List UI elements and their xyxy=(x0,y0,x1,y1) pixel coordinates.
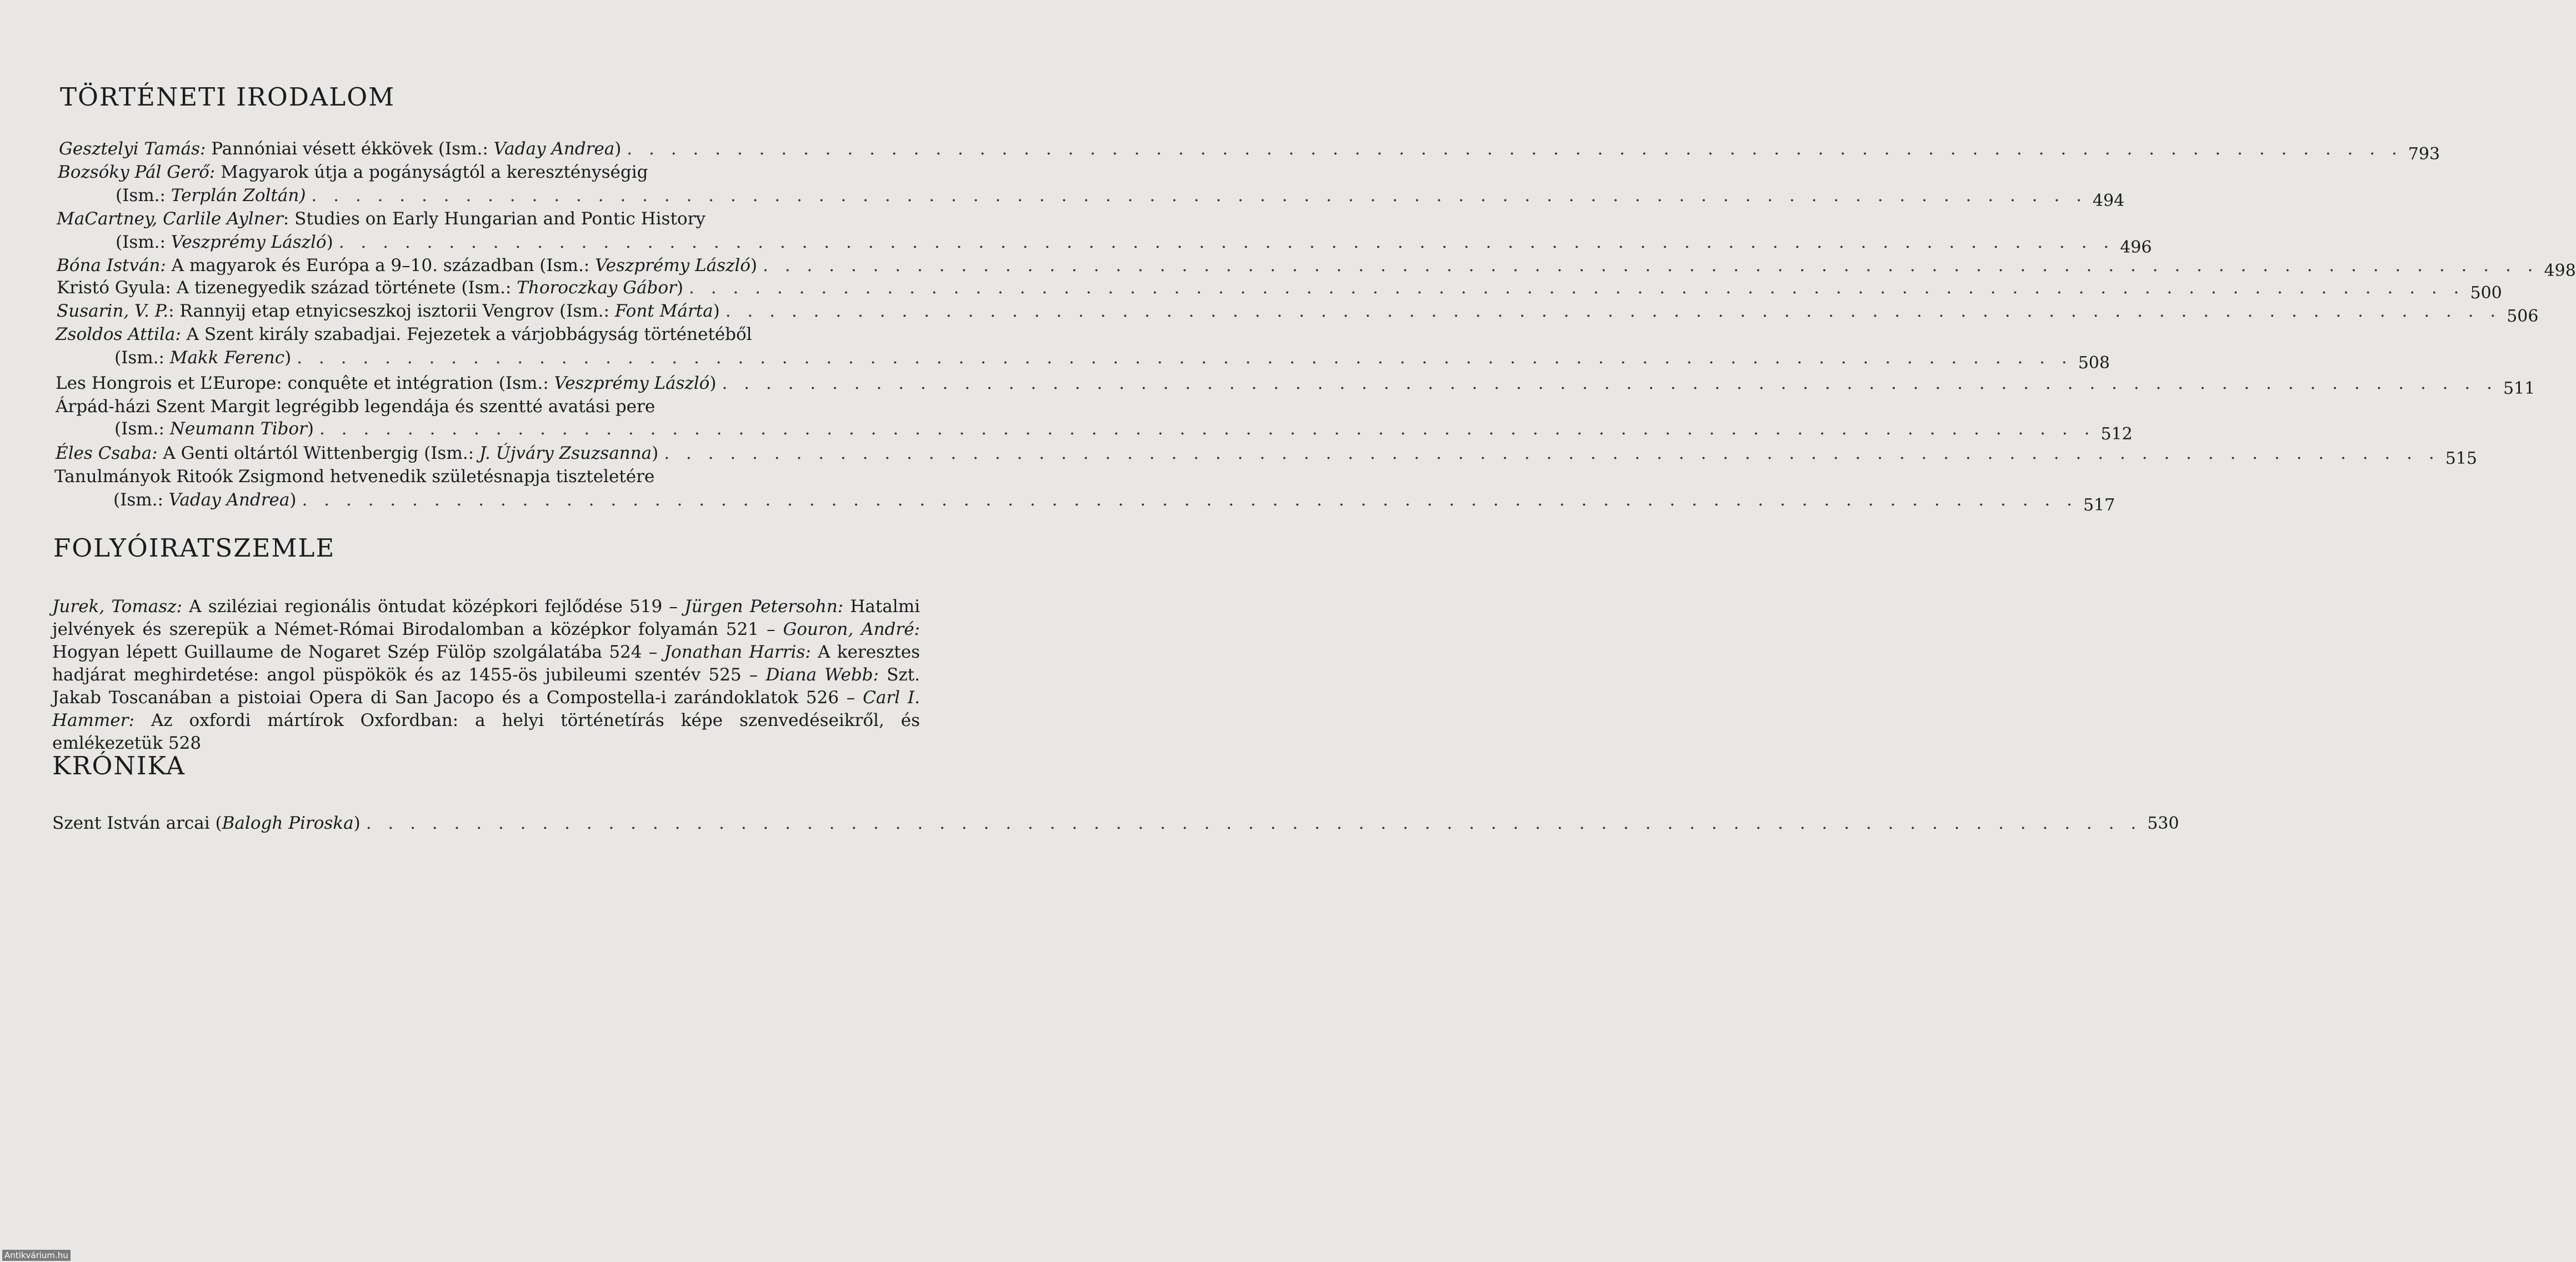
entry-reviewer: Terplán Zoltán) xyxy=(171,186,306,206)
article-title: Az oxfordi mártírok Oxfordban: a helyi történetírás képe szenvedéseikről, és emlékezetük 528 xyxy=(52,710,920,753)
article-author: Diana Webb: xyxy=(766,665,879,685)
entry-reviewer: Veszprémy László xyxy=(171,232,327,252)
watermark-label: Antikvárium.hu xyxy=(2,1250,71,1261)
toc-entry: (Ism.: Vaday Andrea) . . . . . . . . . . . . . . . . . . . . . . . . . . . . . . . . . . . . . . . . . . . . . . . . . . . . . . . . . . . . . . . . . . . . . . . . . . . . . . . . . 517 xyxy=(113,489,914,512)
toc-entry: Gesztelyi Tamás: Pannóniai vésett ékkövek (Ism.: Vaday Andrea) . . . . . . . . . . . . . . . . . . . . . . . . . . . . . . . . . . . . . . . . . . . . . . . . . . . . . . . . . . . . . . . . . . . . . . . . . . . . . . . . . 793 xyxy=(59,138,914,161)
toc-entry: (Ism.: Veszprémy László) . . . . . . . . . . . . . . . . . . . . . . . . . . . . . . . . . . . . . . . . . . . . . . . . . . . . . . . . . . . . . . . . . . . . . . . . . . . . . . . . . 496 xyxy=(116,231,914,254)
dot-leader: . . . . . . . . . . . . . . . . . . . . . . . . . . . . . . . . . . . . . . . . . . . . . . . . . . . . . . . . . . . . . . . . . . . . . . . . . . . . . . . . . xyxy=(688,278,2465,298)
dot-leader: . . . . . . . . . . . . . . . . . . . . . . . . . . . . . . . . . . . . . . . . . . . . . . . . . . . . . . . . . . . . . . . . . . . . . . . . . . . . . . . . . xyxy=(311,186,2087,206)
entry-reviewer: Vaday Andrea xyxy=(493,139,615,159)
article-author: Jurek, Tomasz: xyxy=(52,597,182,617)
article-author: Jürgen Petersohn: xyxy=(684,597,844,617)
toc-entry: Kristó Gyula: A tizenegyedik század története (Ism.: Thoroczkay Gábor) . . . . . . . . . . . . . . . . . . . . . . . . . . . . . . . . . . . . . . . . . . . . . . . . . . . . . . . . . . . . . . . . . . . . . . . . . . . . . . . . . 500 xyxy=(57,277,914,299)
article-title: Hatalmi jelvények és szerepük a Német-Római Birodalomban a középkor folyamán 521 – xyxy=(52,597,921,639)
dot-leader: . . . . . . . . . . . . . . . . . . . . . . . . . . . . . . . . . . . . . . . . . . . . . . . . . . . . . . . . . . . . . . . . . . . . . . . . . . . . . . . . . xyxy=(763,256,2539,276)
dot-leader: . . . . . . . . . . . . . . . . . . . . . . . . . . . . . . . . . . . . . . . . . . . . . . . . . . . . . . . . . . . . . . . . . . . . . . . . . . . . . . . . . xyxy=(664,443,2440,463)
section-heading-folyoiratszemle: FOLYÓIRATSZEMLE xyxy=(53,533,336,563)
section-heading-kronika: KRÓNIKA xyxy=(52,751,186,780)
toc-entry: Bóna István: A magyarok és Európa a 9–10. században (Ism.: Veszprémy László) . . . . . . . . . . . . . . . . . . . . . . . . . . . . . . . . . . . . . . . . . . . . . . . . . . . . . . . . . . . . . . . . . . . . . . . . . . . . . . . . . 498 xyxy=(57,254,914,277)
dot-leader: . . . . . . . . . . . . . . . . . . . . . . . . . . . . . . . . . . . . . . . . . . . . . . . . . . . . . . . . . . . . . . . . . . . . . . . . . . . . . . . . . xyxy=(297,348,2073,368)
dot-leader: . . . . . . . . . . . . . . . . . . . . . . . . . . . . . . . . . . . . . . . . . . . . . . . . . . . . . . . . . . . . . . . . . . . . . . . . . . . . . . . . . xyxy=(302,490,2078,510)
page-number: 517 xyxy=(2083,495,2115,515)
toc-entry: Les Hongrois et L’Europe: conquête et intégration (Ism.: Veszprémy László) . . . . . . . . . . . . . . . . . . . . . . . . . . . . . . . . . . . . . . . . . . . . . . . . . . . . . . . . . . . . . . . . . . . . . . . . . . . . . . . . . 511 xyxy=(56,372,914,395)
page-number: 530 xyxy=(2147,814,2179,833)
article-author: Carl I. Hammer: xyxy=(52,688,920,730)
page-number: 496 xyxy=(2120,238,2152,257)
section-heading-torteneti-irodalom: TÖRTÉNETI IRODALOM xyxy=(60,82,396,112)
page-number: 506 xyxy=(2507,307,2539,326)
entry-author: Gesztelyi Tamás: xyxy=(59,139,206,159)
article-author: Gouron, André: xyxy=(783,619,920,639)
entry-title: Pannóniai vésett ékkövek (Ism.: xyxy=(206,139,494,159)
toc-entry: (Ism.: Terplán Zoltán) . . . . . . . . . . . . . . . . . . . . . . . . . . . . . . . . . . . . . . . . . . . . . . . . . . . . . . . . . . . . . . . . . . . . . . . . . . . . . . . . . 494 xyxy=(116,184,914,207)
page-number: 498 xyxy=(2544,261,2576,281)
toc-entry: Szent István arcai (Balogh Piroska) . . . . . . . . . . . . . . . . . . . . . . . . . . . . . . . . . . . . . . . . . . . . . . . . . . . . . . . . . . . . . . . . . . . . . . . . . . . . . . . . . 530 xyxy=(52,812,914,835)
page-number: 500 xyxy=(2470,283,2502,303)
dot-leader: . . . . . . . . . . . . . . . . . . . . . . . . . . . . . . . . . . . . . . . . . . . . . . . . . . . . . . . . . . . . . . . . . . . . . . . . . . . . . . . . . xyxy=(366,813,2142,833)
toc-entry: (Ism.: Neumann Tibor) . . . . . . . . . . . . . . . . . . . . . . . . . . . . . . . . . . . . . . . . . . . . . . . . . . . . . . . . . . . . . . . . . . . . . . . . . . . . . . . . . 512 xyxy=(114,418,914,440)
toc-entry-title-line: Zsoldos Attila: A Szent király szabadjai. Fejezetek a várjobbágyság történetéből xyxy=(56,324,752,344)
article-title: Szt. Jakab Toscanában a pistoiai Opera di San Jacopo és a Compostella-i zarándoklatok 526 – xyxy=(52,665,920,708)
article-title: A sziléziai regionális öntudat középkori fejlődése 519 – xyxy=(182,597,685,617)
folyoiratszemle-body xyxy=(52,595,920,755)
toc-entry-title-line: Bozsóky Pál Gerő: Magyarok útja a pogányságtól a kereszténységig xyxy=(58,162,648,182)
article-title: A keresztes hadjárat meghirdetése: angol püspökök és az 1455-ös jubileumi szentév 525 – xyxy=(52,642,921,685)
dot-leader: . . . . . . . . . . . . . . . . . . . . . . . . . . . . . . . . . . . . . . . . . . . . . . . . . . . . . . . . . . . . . . . . . . . . . . . . . . . . . . . . . xyxy=(338,232,2115,252)
page-number: 515 xyxy=(2445,449,2477,468)
dot-leader: . . . . . . . . . . . . . . . . . . . . . . . . . . . . . . . . . . . . . . . . . . . . . . . . . . . . . . . . . . . . . . . . . . . . . . . . . . . . . . . . . xyxy=(722,373,2498,393)
article-title: Hogyan lépett Guillaume de Nogaret Szép Fülöp szolgálatába 524 – xyxy=(52,642,664,662)
page-number: 494 xyxy=(2092,191,2125,211)
toc-entry-title-line: Árpád-házi Szent Margit legrégibb legendája és szentté avatási pere xyxy=(56,397,656,417)
page-number: 508 xyxy=(2078,353,2110,373)
dot-leader: . . . . . . . . . . . . . . . . . . . . . . . . . . . . . . . . . . . . . . . . . . . . . . . . . . . . . . . . . . . . . . . . . . . . . . . . . . . . . . . . . xyxy=(319,419,2095,439)
dot-leader: . . . . . . . . . . . . . . . . . . . . . . . . . . . . . . . . . . . . . . . . . . . . . . . . . . . . . . . . . . . . . . . . . . . . . . . . . . . . . . . . . xyxy=(627,139,2403,159)
toc-entry-title-line: MaCartney, Carlile Aylner: Studies on Early Hungarian and Pontic History xyxy=(57,209,706,229)
page-number: 793 xyxy=(2408,144,2440,164)
toc-entry-title-line: Tanulmányok Ritoók Zsigmond hetvenedik születésnapja tiszteletére xyxy=(54,467,655,487)
dot-leader: . . . . . . . . . . . . . . . . . . . . . . . . . . . . . . . . . . . . . . . . . . . . . . . . . . . . . . . . . . . . . . . . . . . . . . . . . . . . . . . . . xyxy=(725,301,2502,321)
page-number: 512 xyxy=(2100,424,2133,444)
toc-entry: (Ism.: Makk Ferenc) . . . . . . . . . . . . . . . . . . . . . . . . . . . . . . . . . . . . . . . . . . . . . . . . . . . . . . . . . . . . . . . . . . . . . . . . . . . . . . . . . 508 xyxy=(114,347,914,369)
toc-entry: Éles Csaba: A Genti oltártól Wittenbergig (Ism.: J. Újváry Zsuzsanna) . . . . . . . . . . . . . . . . . . . . . . . . . . . . . . . . . . . . . . . . . . . . . . . . . . . . . . . . . . . . . . . . . . . . . . . . . . . . . . . . . 515 xyxy=(56,442,914,465)
article-author: Jonathan Harris: xyxy=(664,642,811,662)
toc-entry: Susarin, V. P.: Rannyij etap etnyicseszkoj isztorii Vengrov (Ism.: Font Márta) . . . . . . . . . . . . . . . . . . . . . . . . . . . . . . . . . . . . . . . . . . . . . . . . . . . . . . . . . . . . . . . . . . . . . . . . . . . . . . . . . 506 xyxy=(57,300,914,323)
page-number: 511 xyxy=(2503,379,2535,398)
